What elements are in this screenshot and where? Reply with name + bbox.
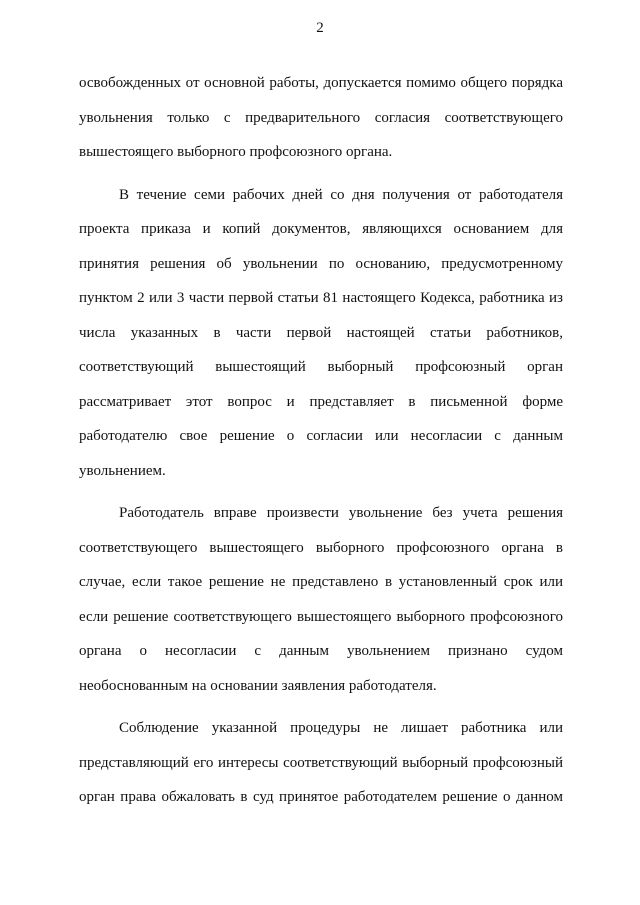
text-line: Работодатель вправе произвести увольнение без учета решения (119, 505, 563, 521)
text-line: числа указанных в части первой настоящей статьи работников, (79, 324, 563, 341)
text-line: проекта приказа и копий документов, являющихся основанием для (79, 221, 563, 237)
text-line: если решение соответствующего вышестоящего выборного профсоюзного (79, 608, 563, 625)
text-line: представляющий его интересы соответствующий выборный профсоюзный (79, 754, 563, 771)
text-line: случае, если такое решение не представлено в установленный срок или (79, 574, 563, 590)
text-line: принятия решения об увольнении по основанию, предусмотренному (79, 255, 563, 272)
document-body (79, 66, 563, 815)
paragraph-4 (79, 711, 563, 815)
text-line: рассматривает этот вопрос и представляет в письменной форме (79, 393, 563, 410)
text-line: соответствующего вышестоящего выборного профсоюзного органа в (79, 539, 563, 556)
text-line: работодателю свое решение о согласии или несогласии с данным (79, 428, 563, 444)
page-number: 2 (316, 20, 324, 36)
text-line: Соблюдение указанной процедуры не лишает работника или (119, 720, 563, 736)
text-line: органа о несогласии с данным увольнением признано судом (79, 643, 563, 659)
text-line: вышестоящего выборного профсоюзного органа. (79, 144, 393, 160)
paragraph-1 (79, 66, 563, 170)
text-line: орган права обжаловать в суд принятое работодателем решение о данном (79, 789, 563, 805)
text-line: освобожденных от основной работы, допускается помимо общего порядка (79, 75, 563, 91)
text-line: увольнением. (79, 462, 166, 479)
paragraph-3 (79, 496, 563, 703)
text-line: необоснованным на основании заявления работодателя. (79, 677, 437, 694)
text-line: В течение семи рабочих дней со дня получения от работодателя (119, 186, 563, 203)
text-line: пунктом 2 или 3 части первой статьи 81 настоящего Кодекса, работника из (79, 290, 563, 306)
text-line: увольнения только с предварительного согласия соответствующего (79, 109, 563, 126)
text-line: соответствующий вышестоящий выборный профсоюзный орган (79, 359, 563, 375)
paragraph-2 (79, 178, 563, 489)
